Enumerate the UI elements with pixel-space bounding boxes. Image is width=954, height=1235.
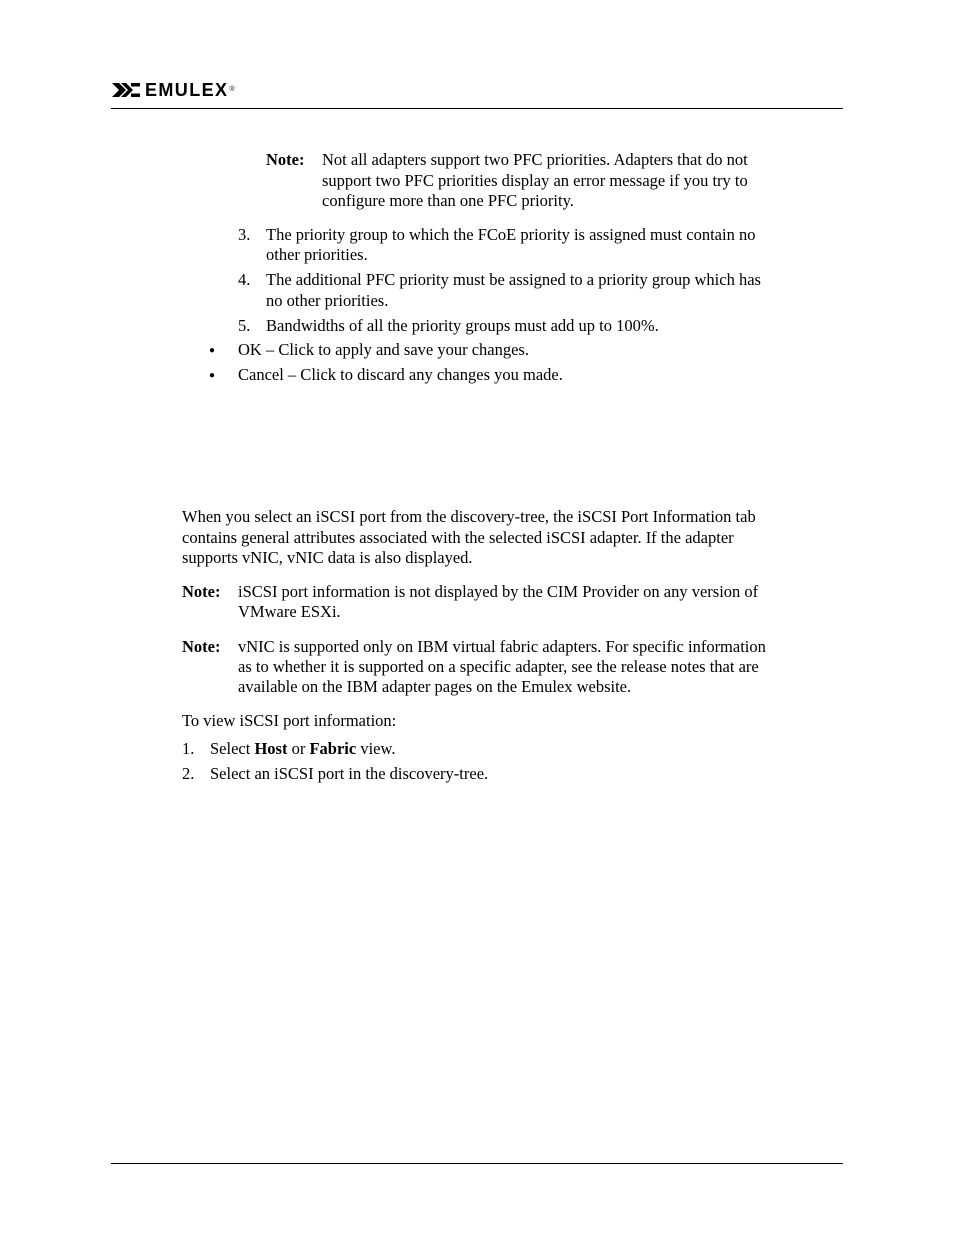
note-text-line: vNIC is supported only on IBM virtual fabric adapters. For specific information [238,637,766,656]
note-text-line: support two PFC priorities display an error message if you try to [322,171,748,190]
note-text-line: VMware ESXi. [238,602,341,621]
paragraph-line: When you select an iSCSI port from the discovery-tree, the iSCSI Port Information tab [182,507,756,526]
list-text: The additional PFC priority must be assigned to a priority group which has [266,270,761,289]
list-text: Select an iSCSI port in the discovery-tree. [210,764,489,783]
host-view-label: Host [254,739,288,758]
note-text-line: iSCSI port information is not displayed by the CIM Provider on any version of [238,582,759,601]
list-number: 4. [238,270,251,289]
fabric-view-label: Fabric [309,739,357,758]
list-number: 2. [182,764,195,783]
steps-intro: To view iSCSI port information: [182,711,397,730]
step-text: Select [210,739,255,758]
list-text: no other priorities. [266,291,389,310]
list-text [210,739,395,760]
list-text: The priority group to which the FCoE priority is assigned must contain no [266,225,756,244]
step-text: or [287,739,310,758]
list-text: Bandwidths of all the priority groups must add up to 100%. [266,316,659,335]
emulex-logo [111,80,235,100]
step-text: view. [356,739,396,758]
footer-rule [111,1163,843,1164]
logo-trademark: ® [229,86,235,93]
list-text: other priorities. [266,245,368,264]
note-text-line: as to whether it is supported on a specific adapter, see the release notes that are [238,657,759,676]
note-label: Note: [182,582,221,601]
list-text: OK – Click to apply and save your changes. [238,340,529,359]
header-rule [111,108,843,109]
list-number: 1. [182,739,195,758]
bullet-icon: ● [209,370,216,381]
paragraph-line: supports vNIC, vNIC data is also displayed. [182,548,473,567]
bullet-icon: ● [209,345,216,356]
note-text-line: configure more than one PFC priority. [322,191,574,210]
note-text-line: Not all adapters support two PFC priorities. Adapters that do not [322,150,748,169]
paragraph-line: contains general attributes associated with the selected iSCSI adapter. If the adapter [182,528,734,547]
logo-wordmark: EMULEX [145,80,229,100]
emulex-logo-icon [111,81,141,99]
note-label: Note: [266,150,305,169]
note-label: Note: [182,637,221,656]
list-number: 5. [238,316,251,335]
list-text: Cancel – Click to discard any changes you made. [238,365,563,384]
note-text-line: available on the IBM adapter pages on the Emulex website. [238,677,632,696]
list-number: 3. [238,225,251,244]
